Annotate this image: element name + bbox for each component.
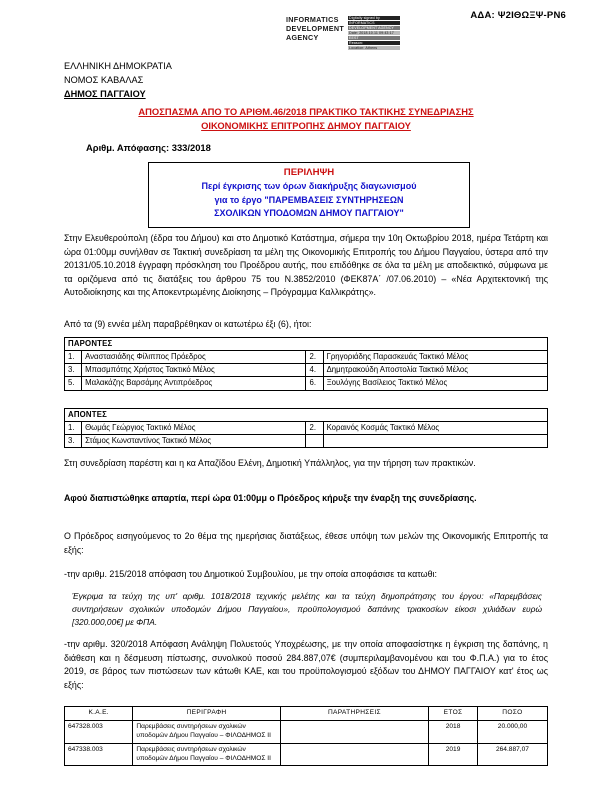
paragraph-council-decision: -την αριθμ. 215/2018 απόφαση του Δημοτικού Συμβουλίου, με την οποία αποφάσισε τα κατωθι: <box>64 569 437 579</box>
present-member-1: Αναστασιάδης Φίλιππος Πρόεδρος <box>82 351 306 364</box>
ada-number: ΑΔΑ: Ψ2ΙΘΩΞΨ-ΡΝ6 <box>470 10 566 21</box>
issuing-authority <box>64 60 172 101</box>
present-heading: ΠΑΡΟΝΤΕΣ <box>65 338 548 351</box>
paragraph-quoted-decision: Έγκριμα τα τεύχη της υπ' αριθμ. 1018/2018 τεχνικής μελέτης και τα τεύχη δημοπράτησης του έργου: «Παρεμβάσεις συντηρήσεων σχολικών υποδομών Δήμου Παγγαίου», προϋπολογισμού δαπάνης τριακοσίων είκοσι χιλιάδων ευρώ [320.000,00€] με ΦΠΑ. <box>72 591 542 627</box>
present-member-6: Ξουλόγης Βασίλειος Τακτικό Μέλος <box>323 377 547 390</box>
cell-kae-1: 647328.003 <box>65 720 133 743</box>
signature-line-3: DEVELOPMENT AGENCY <box>348 26 400 30</box>
signature-line-2: INFORMATICS <box>348 21 400 25</box>
present-members-table <box>64 337 548 391</box>
absent-member-1: Θωμάς Γεώργιος Τακτικό Μέλος <box>82 422 306 435</box>
table-row <box>65 743 548 766</box>
present-index-1: 1. <box>65 351 82 364</box>
signature-line-7: Location: Athens <box>348 46 400 50</box>
summary-line-2: για το έργο "ΠΑΡΕΜΒΑΣΕΙΣ ΣΥΝΤΗΡΗΣΕΩΝ <box>214 194 404 205</box>
decision-number-label: Αριθμ. Απόφασης: <box>86 142 170 153</box>
header-notes: ΠΑΡΑΤΗΡΗΣΕΙΣ <box>280 707 428 721</box>
absent-index-3: 3. <box>65 435 82 448</box>
paragraph-quorum-start: Αφού διαπιστώθηκε απαρτία, περί ώρα 01:00μμ ο Πρόεδρος κήρυξε την έναρξη της συνεδρίασης. <box>64 493 477 503</box>
header-kae: Κ.Α.Ε. <box>65 707 133 721</box>
cell-kae-2: 647338.003 <box>65 743 133 766</box>
table-row <box>65 377 548 390</box>
cell-year-2: 2019 <box>429 743 478 766</box>
cell-notes-1 <box>280 720 428 743</box>
title-line-1: ΑΠΟΣΠΑΣΜΑ ΑΠΟ ΤΟ ΑΡΙΘΜ.46/2018 ΠΡΑΚΤΙΚΟ ΤΑΚΤΙΚΗΣ ΣΥΝΕΔΡΙΑΣΗΣ <box>138 106 474 117</box>
table-row <box>65 351 548 364</box>
present-member-3: Μπασμπότης Χρήστος Τακτικό Μέλος <box>82 364 306 377</box>
authority-country: ΕΛΛΗΝΙΚΗ ΔΗΜΟΚΡΑΤΙΑ <box>64 61 172 71</box>
absent-member-3: Στάμος Κωνσταντίνος Τακτικό Μέλος <box>82 435 306 448</box>
absent-index-1: 1. <box>65 422 82 435</box>
present-index-3: 3. <box>65 364 82 377</box>
signature-line-5: EEST <box>348 36 400 40</box>
signature-line-4: Date: 2018.10.11 09:43:17 <box>348 31 400 35</box>
logo-line-3: AGENCY <box>286 32 319 42</box>
absent-heading: ΑΠΟΝΤΕΣ <box>65 409 548 422</box>
table-row <box>65 364 548 377</box>
authority-prefecture: ΝΟΜΟΣ ΚΑΒΑΛΑΣ <box>64 74 144 85</box>
header-description: ΠΕΡΙΓΡΑΦΗ <box>133 707 280 721</box>
summary-heading: ΠΕΡΙΛΗΨΗ <box>283 167 335 178</box>
cell-notes-2 <box>280 743 428 766</box>
cell-amount-2: 264.887,07 <box>477 743 547 766</box>
logo-line-1: INFORMATICS <box>286 15 339 24</box>
table-row <box>65 409 548 422</box>
summary-line-1: Περί έγκρισης των όρων διακήρυξης διαγωνισμού <box>201 181 417 191</box>
page-title <box>64 105 548 132</box>
cell-year-1: 2018 <box>429 720 478 743</box>
table-row <box>65 422 548 435</box>
cell-description-1: Παρεμβάσεις συντηρήσεων σχολικών υποδομών Δήμου Παγγαίου – ΦΙΛΟΔΗΜΟΣ II <box>133 720 280 743</box>
present-member-5: Μαλακάζης Βαρσάμης Αντιπρόεδρος <box>82 377 306 390</box>
logo-line-2: DEVELOPMENT <box>286 23 345 33</box>
authority-municipality: ΔΗΜΟΣ ΠΑΓΓΑΙΟΥ <box>64 88 146 99</box>
table-row <box>65 720 548 743</box>
table-row <box>65 435 548 448</box>
present-member-4: Δημητρακούδη Αποστολία Τακτικό Μέλος <box>323 364 547 377</box>
present-index-6: 6. <box>306 377 323 390</box>
present-index-5: 5. <box>65 377 82 390</box>
absent-members-table <box>64 408 548 448</box>
absent-member-4 <box>323 435 547 448</box>
paragraph-commitment-decision: -την αριθμ. 320/2018 Απόφαση Ανάληψη Πολυετούς Υποχρέωσης, με την οποία αποφασίστηκε η έγκριση της δαπάνης, η διάθεση και η δέσμευση πίστωσης, συνολικού ποσού 284.887,07€ (συμπεριλαμβανομένου και του Φ.Π.Α.) για το έτος 2019, σε βάρος των πιστώσεων των κάτωθι ΚΑΕ, και του προϋπολογισμού εξόδων του ΔΗΜΟΥ ΠΑΓΓΑΙΟΥ κατ' έτος ως εξής: <box>64 639 548 690</box>
table-header-row <box>65 707 548 721</box>
digital-signature-stamp <box>348 16 400 51</box>
present-index-4: 4. <box>306 364 323 377</box>
absent-index-2: 2. <box>306 422 323 435</box>
informatics-development-agency-logo <box>286 16 400 51</box>
cell-description-2: Παρεμβάσεις συντηρήσεων σχολικών υποδομών Δήμου Παγγαίου – ΦΙΛΟΔΗΜΟΣ II <box>133 743 280 766</box>
title-line-2: ΟΙΚΟΝΟΜΙΚΗΣ ΕΠΙΤΡΟΠΗΣ ΔΗΜΟΥ ΠΑΓΓΑΙΟΥ <box>201 119 411 131</box>
paragraph-quorum-count: Από τα (9) εννέα μέλη παραβρέθηκαν οι κατωτέρω έξι (6), ήτοι: <box>64 319 312 329</box>
budget-allocation-table <box>64 706 548 766</box>
present-index-2: 2. <box>306 351 323 364</box>
table-row <box>65 338 548 351</box>
summary-line-3: ΣΧΟΛΙΚΩΝ ΥΠΟΔΟΜΩΝ ΔΗΜΟΥ ΠΑΓΓΑΙΟΥ" <box>214 208 404 218</box>
signature-line-1: Digitally signed by <box>348 16 400 20</box>
header-amount: ΠΟΣΟ <box>477 707 547 721</box>
signature-line-6: Reason: <box>348 41 400 45</box>
cell-amount-1: 20.000,00 <box>477 720 547 743</box>
absent-index-4 <box>306 435 323 448</box>
header-year: ΕΤΟΣ <box>429 707 478 721</box>
decision-number-value: 333/2018 <box>171 142 211 153</box>
paragraph-secretary: Στη συνεδρίαση παρέστη και η κα Απαζίδου Ελένη, Δημοτική Υπάλληλος, για την τήρηση των πρακτικών. <box>64 458 476 468</box>
decision-number <box>86 142 211 153</box>
summary-box <box>148 162 470 228</box>
absent-member-2: Κοραινός Κοσμάς Τακτικό Μέλος <box>323 422 547 435</box>
paragraph-agenda-item: Ο Πρόεδρος εισηγούμενος το 2ο θέμα της ημερήσιας διατάξεως, έθεσε υπόψη των μελών της Οικονομικής Επιτροπής τα εξής: <box>64 531 548 555</box>
paragraph-convocation: Στην Ελευθερούπολη (έδρα του Δήμου) και στο Δημοτικό Κατάστημα, σήμερα την 10η Οκτωβρίου 2018, ημέρα Τετάρτη και ώρα 01:00μμ συνήλθαν σε Τακτική συνεδρίαση τα μέλη της Οικονομικής Επιτροπής του Δήμου Παγγαίου, ύστερα από την 20131/05.10.2018 έγγραφη πρόσκληση του Προέδρου αυτής, που επιδόθηκε σε όλα τα μέλη με αποδεικτικό, σύμφωνα με τα οριζόμενα από τις διατάξεις του άρθρου 75 του Ν.3852/2010 (ΦΕΚ87Α΄ /07.06.2010) – «Νέα Αρχιτεκτονική της Αυτοδιοίκησης και της Αποκεντρωμένης Διοίκησης – Πρόγραμμα Καλλικράτης». <box>64 233 548 298</box>
present-member-2: Γρηγοριάδης Παρασκευάς Τακτικό Μέλος <box>323 351 547 364</box>
